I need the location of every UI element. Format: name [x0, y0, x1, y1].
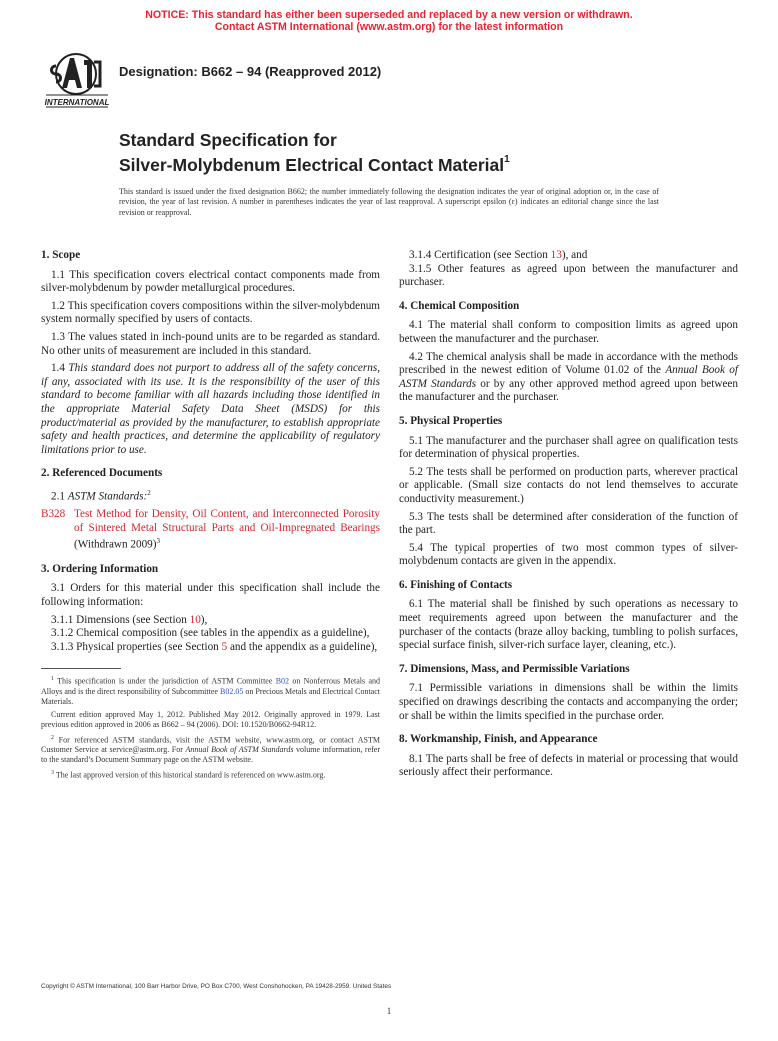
astm-seal-icon	[40, 52, 112, 108]
notice-line-2: Contact ASTM International (www.astm.org) for the latest information	[214, 21, 564, 33]
footnote-2: $^2$ For referenced ASTM standards, visit the ASTM website, www.astm.org, or contact ASTM Customer Service at service@astm.org. For Annual Book of ASTM Standards volume information, refer to the standard’s Document Summary page on the ASTM website.	[41, 734, 381, 765]
section-heading: 7. Dimensions, Mass, and Permissible Variations	[399, 662, 630, 675]
section-link-13[interactable]: 13	[550, 249, 562, 261]
paragraph: 3.1 Orders for this material under this specification shall include the following information:	[41, 582, 380, 608]
list-item: 3.1.2 Chemical composition (see tables in the appendix as a guideline),	[51, 627, 370, 640]
astm-logo	[40, 52, 112, 108]
section-chemical-composition	[399, 300, 738, 405]
section-referenced-documents	[41, 467, 380, 552]
ordering-continued	[399, 249, 738, 290]
section-finishing-of-contacts	[399, 579, 738, 653]
section-dimensions	[399, 663, 738, 723]
paragraph: 1.3 The values stated in inch-pound units are to be regarded as standard. No other units of measurement are included in this standard.	[41, 330, 380, 357]
paragraph: 5.3 The tests shall be determined after consideration of the function of the part.	[399, 510, 738, 537]
reference-code-link[interactable]: B328	[41, 508, 66, 521]
document-title	[119, 130, 510, 176]
paragraph: 1.1 This specification covers electrical contact components made from silver-molybdenum by powder metallurgical procedures.	[41, 268, 380, 295]
paragraph: 5.4 The typical properties of two most common types of silver-molybdenum contacts are given in the appendix.	[399, 541, 738, 568]
title-line-1: Standard Specification for	[119, 130, 337, 150]
section-workmanship	[399, 733, 738, 780]
section-link-10[interactable]: 10	[189, 613, 201, 626]
section-heading: 6. Finishing of Contacts	[399, 578, 513, 591]
list-item: 3.1.4 Certification (see Section 13), and	[409, 249, 588, 261]
title-footnote-mark: 1	[504, 154, 510, 165]
paragraph: 5.1 The manufacturer and the purchaser shall agree on qualification tests for determination of physical properties.	[399, 434, 738, 461]
section-heading: 4. Chemical Composition	[399, 299, 520, 312]
paragraph: 6.1 The material shall be finished by such operations as necessary to meet requirements agreed upon between the manufacturer and the purchaser of the contacts (braze alloy backing, tumbling to polish surfaces, special surface finish, silver-rich surface layer, cleaning, etc.).	[399, 598, 738, 652]
copyright-footer: Copyright © ASTM International, 100 Barr Harbor Drive, PO Box C700, West Conshohocken, PA 19428-2959. United States	[41, 983, 392, 990]
section-heading: 5. Physical Properties	[399, 414, 503, 427]
notice-line-1: NOTICE: This standard has either been superseded and replaced by a new version or withdrawn.	[145, 9, 633, 21]
paragraph: 1.4 This standard does not purport to address all of the safety concerns, if any, associated with its use. It is the responsibility of the user of this standard to become familiar with all hazards including those identified in the appropriate Material Safety Data Sheet (MSDS) for this product/material as provided by the manufacturer, to establish appropriate safety and health practices, and determine the applicability of regulatory limitations prior to use.	[41, 362, 380, 456]
reference-title-link[interactable]: Test Method for Density, Oil Content, and Interconnected Porosity of Sintered Metal Structural Parts and Oil-Impregnated Bearings	[74, 508, 380, 534]
committee-link-b02[interactable]: B02	[275, 676, 290, 686]
section-heading: 2. Referenced Documents	[41, 467, 163, 480]
logo-international-text: INTERNATIONAL	[44, 98, 110, 107]
list-item: 3.1.3 Physical properties (see Section 5 and the appendix as a guideline),	[51, 640, 378, 653]
footnote-3: $^3$ The last approved version of this historical standard is referenced on www.astm.org.	[51, 770, 326, 780]
paragraph: 8.1 The parts shall be free of defects in material or processing that would seriously affect their performance.	[399, 752, 738, 779]
paragraph: 2.1 ASTM Standards:$^2$	[51, 488, 151, 503]
right-column	[399, 249, 738, 790]
designation: Designation: B662 – 94 (Reapproved 2012)	[119, 64, 382, 79]
section-ordering-information	[41, 563, 380, 655]
section-heading: 1. Scope	[41, 249, 81, 261]
section-heading: 8. Workmanship, Finish, and Appearance	[399, 733, 598, 746]
left-column	[41, 249, 380, 784]
title-line-2: Silver-Molybdenum Electrical Contact Material$^1$	[119, 154, 510, 175]
list-item: 3.1.5 Other features as agreed upon between the manufacturer and purchaser.	[399, 262, 738, 289]
footnote-1: $^1$ This specification is under the jurisdiction of ASTM Committee B02 on Nonferrous Metals and Alloys and is the direct responsibility of Subcommittee B02.05 on Precious Metals and Electrical Contact Materials.	[41, 676, 381, 706]
list-item: 3.1.1 Dimensions (see Section 10),	[51, 613, 208, 626]
section-link-5[interactable]: 5	[221, 640, 228, 653]
withdrawal-notice	[0, 9, 778, 33]
footnote-1-edition: Current edition approved May 1, 2012. Published May 2012. Originally approved in 1979. Last previous edition approved in 2006 as B662 – 94 (2006). DOI: 10.1520/B0662-94R12.	[41, 710, 380, 730]
section-heading: 3. Ordering Information	[41, 562, 159, 575]
reference-b328: B328 Test Method for Density, Oil Content, and Interconnected Porosity of Sintered Metal Structural Parts and Oil-Impregnated Bearings (Withdrawn 2009)$^3$	[41, 508, 380, 552]
section-physical-properties	[399, 415, 738, 569]
paragraph: 4.1 The material shall conform to composition limits as agreed upon between the manufacturer and the purchaser.	[399, 319, 738, 345]
paragraph: 7.1 Permissible variations in dimensions shall be within the limits specified on drawings describing the contacts and accompanying the order; or shall be within the limits specified in the purchase order.	[399, 682, 738, 722]
paragraph: 5.2 The tests shall be performed on production parts, wherever practical or applicable. (Small size contacts do not lend themselves to accurate conductivity measurement.)	[399, 465, 738, 505]
footnote-divider	[41, 668, 121, 669]
paragraph: 1.2 This specification covers compositions within the silver-molybdenum system normally specified by users of contacts.	[41, 299, 380, 326]
page-number: 1	[386, 1006, 392, 1016]
section-scope	[41, 249, 380, 457]
subcommittee-link-b0205[interactable]: B02.05	[220, 686, 244, 696]
paragraph: 4.2 The chemical analysis shall be made in accordance with the methods prescribed in the newest edition of Volume 01.02 of the Annual Book of ASTM Standards or by any other approved method agreed upon between the manufacturer and the purchaser.	[399, 350, 738, 404]
issuance-note: This standard is issued under the fixed designation B662; the number immediately following the designation indicates the year of original adoption or, in the case of revision, the year of last revision. A number in parentheses indicates the year of last reapproval. A superscript epsilon (ε) indicates an editorial change since the last revision or reapproval.	[119, 187, 659, 217]
